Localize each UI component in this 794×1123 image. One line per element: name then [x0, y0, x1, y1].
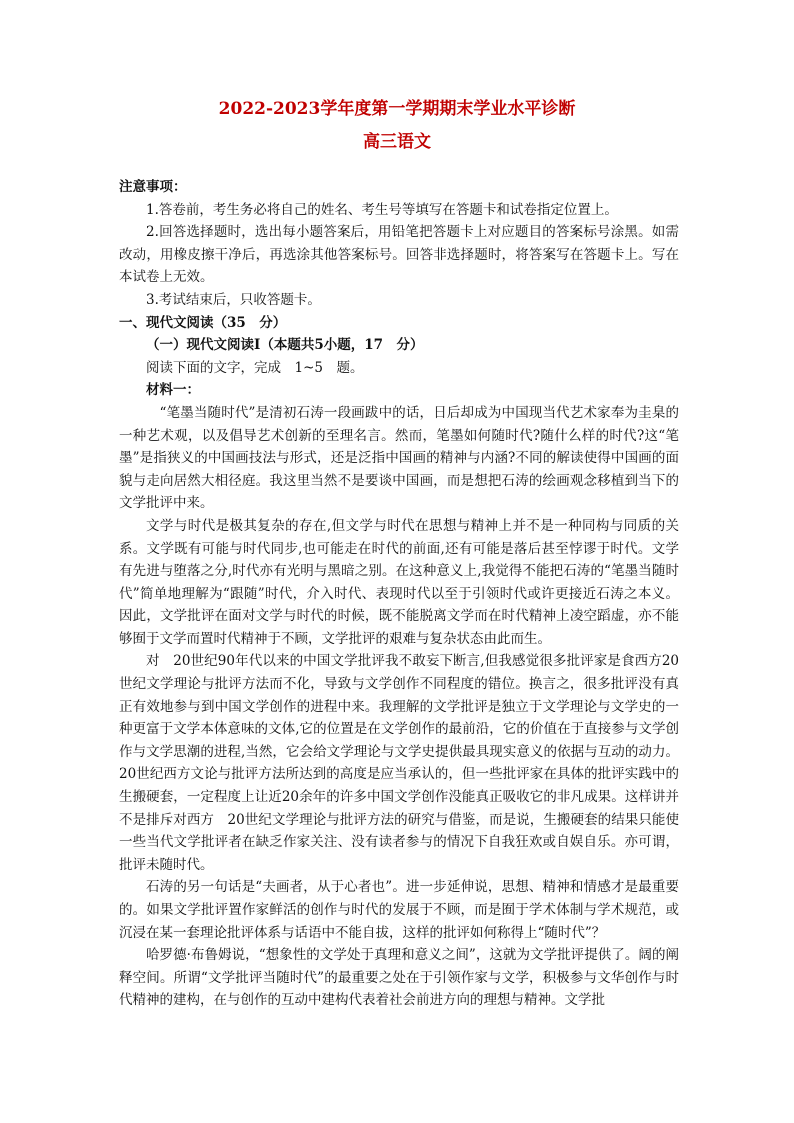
paragraph-1: “笔墨当随时代”是清初石涛一段画跋中的话，日后却成为中国现当代艺术家奉为圭臬的一种艺术观，以及倡导艺术创新的至理名言。然而，笔墨如何随时代?随什么样的时代?这“笔墨”是指狭义的中国画技法与形式，还是泛指中国画的精神与内涵?不同的解读使得中国画的面貌与走向居然大相径庭。我这里当然不是要谈中国画，而是想把石涛的绘画观念移植到当下的文学批评中来。: [119, 404, 679, 512]
paragraph-3: 对 20世纪90年代以来的中国文学批评我不敢妄下断言,但我感觉很多批评家是食西方20世纪文学理论与批评方法而不化，导致与文学创作不同程度的错位。换言之，很多批评没有真正有效地参与到中国文学创作的进程中来。我理解的文学批评是独立于文学理论与文学史的一种更富于文学本体意味的文体,它的位置是在文学创作的最前沿，它的价值在于直接参与文学创作与文学思潮的进程,当然，它会给文学理论与文学史提供最具现实意义的依据与互动的动力。20世纪西方文论与批评方法所达到的高度是应当承认的，但一些批评家在具体的批评实践中的生搬硬套，一定程度上让近20余年的许多中国文学创作没能真正吸收它的非凡成果。这样讲并不是排斥对西方 20世纪文学理论与批评方法的研究与借鉴，而是说，生搬硬套的结果只能使一些当代文学批评者在缺乏作家关注、没有读者参与的情况下自我狂欢或自娱自乐。亦可谓，批评未随时代。: [119, 653, 679, 873]
notes-heading: 注意事项：: [119, 179, 187, 195]
paragraph-5: 哈罗德·布鲁姆说，“想象性的文学处于真理和意义之间”，这就为文学批评提供了。阔的阐释空间。所谓“文学批评当随时代”的最重要之处在于引领作家与文学，积极参与文华创作与时代精神的建构，在与创作的互动中建构代表着社会前进方向的理想与精神。文学批: [119, 947, 679, 1009]
exam-subject: 高三语文: [363, 132, 431, 152]
note-item-2: 2.回答选择题时，选出每小题答案后，用铅笔把答题卡上对应题目的答案标号涂黑。如需改动，用橡皮擦干净后，再选涂其他答案标号。回答非选择题时，将答案写在答题卡上。写在本试卷上无效。: [119, 224, 679, 286]
section-heading: 一、现代文阅读（35 分）: [119, 314, 287, 331]
reading-instruction: 阅读下面的文字，完成 1~5 题。: [146, 359, 364, 376]
subsection-heading: （一）现代文阅读Ⅰ（本题共5小题，17 分）: [146, 337, 424, 354]
note-item-3: 3.考试结束后，只收答题卡。: [146, 291, 321, 308]
exam-content: [119, 176, 679, 1012]
exam-title: 2022-2023学年度第一学期期末学业水平诊断: [218, 99, 576, 119]
note-item-1: 1.答卷前，考生务必将自己的姓名、考生号等填写在答题卡和试卷指定位置上。: [146, 201, 618, 218]
paragraph-4: 石涛的另一句话是“夫画者，从于心者也”。进一步延伸说，思想、精神和情感才是最重要的。如果文学批评置作家鲜活的创作与时代的发展于不顾，而是囿于学术体制与学术规范，或沉浸在某一套理论批评体系与话语中不能自拔，这样的批评如何称得上“随时代”？: [119, 879, 679, 941]
paragraph-2: 文学与时代是极其复杂的存在,但文学与时代在思想与精神上并不是一种同构与同质的关系。文学既有可能与时代同步,也可能走在时代的前面,还有可能是落后甚至悖谬于时代。文学有先进与堕落之分,时代亦有光明与黑暗之别。在这种意义上,我觉得不能把石涛的“笔墨当随时代”简单地理解为“跟随”时代，介入时代、表现时代以至于引领时代或许更接近石涛之本义。因此，文学批评在面对文学与时代的时候，既不能脱离文学而在时代精神上凌空蹈虚，亦不能够囿于文学而置时代精神于不顾，文学批评的艰难与复杂状态由此而生。: [119, 517, 679, 647]
material-label: 材料一：: [146, 382, 200, 399]
